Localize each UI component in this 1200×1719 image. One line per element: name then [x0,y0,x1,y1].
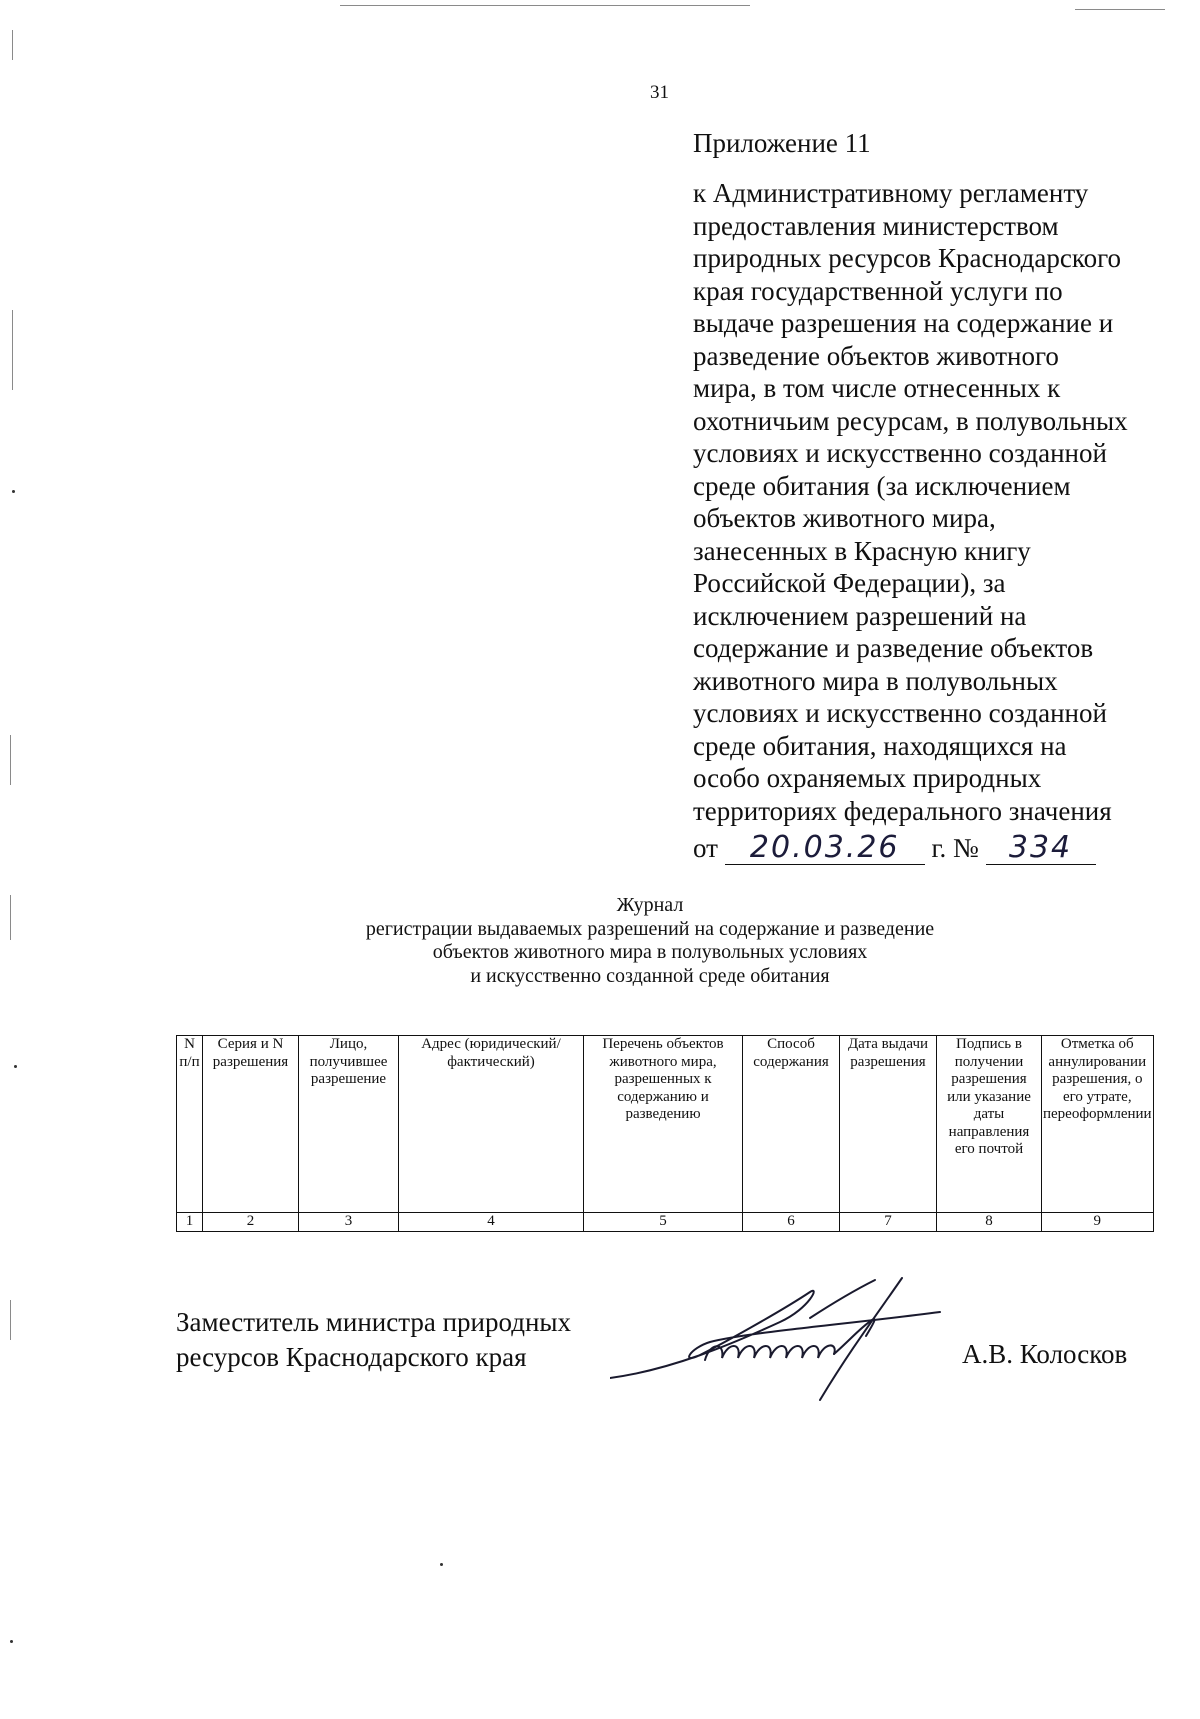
appendix-title: Приложение 11 [693,128,871,158]
column-number-cell: 2 [203,1213,299,1232]
appendix-line: предоставления министерством [693,210,1059,241]
document-reference [693,832,1096,865]
column-number-cell: 3 [299,1213,399,1232]
header-cell-address: Адрес (юридический/ фактический) [399,1036,584,1213]
appendix-line: особо охраняемых природных [693,763,1042,793]
appendix-line: края государственной услуги по [693,275,1063,306]
appendix-body [693,177,1173,827]
header-cell-annulment: Отметка об аннулировании разрешения, о его утрате, переоформлении [1042,1036,1154,1213]
appendix-line: охотничьим ресурсам, в полувольных [693,405,1128,436]
handwritten-number: 334 [986,832,1096,865]
signer-position [176,1305,571,1375]
appendix-line: животного мира в полувольных [693,665,1058,696]
ref-number-label: г. № [931,833,979,863]
signer-position-line: ресурсов Краснодарского края [176,1342,527,1372]
appendix-line: содержание и разведение объектов [693,633,1094,663]
appendix-line: исключением разрешений на [693,600,1027,631]
appendix-line: условиях и искусственно созданной [693,698,1107,728]
column-number-cell: 1 [177,1213,203,1232]
appendix-line: среде обитания, находящихся на [693,730,1067,761]
appendix-line: объектов животного мира, [693,503,996,533]
signer-name: А.В. Колосков [962,1339,1128,1369]
column-number-cell: 9 [1042,1213,1154,1232]
appendix-line: к Административному регламенту [693,178,1089,208]
table-header-row [177,1036,1154,1213]
header-cell-series: Серия и N разрешения [203,1036,299,1213]
appendix-line: условиях и искусственно созданной [693,438,1107,468]
handwritten-date: 20.03.26 [725,832,925,865]
appendix-line: выдаче разрешения на содержание и [693,308,1114,338]
appendix-line: природных ресурсов Краснодарского [693,243,1121,273]
appendix-block [693,128,1173,827]
journal-subtitle-line: регистрации выдаваемых разрешений на содержание и разведение [365,917,935,940]
header-cell-recipient: Лицо, получившее разрешение [299,1036,399,1213]
appendix-line: мира, в том числе отнесенных к [693,373,1061,403]
table-row [177,1213,1154,1232]
appendix-line: Российской Федерации), за [693,568,1006,598]
header-cell-objects: Перечень объектов животного мира, разрешенных к содержанию и разведению [584,1036,743,1213]
column-number-cell: 4 [399,1213,584,1232]
header-cell-method: Способ содержания [743,1036,840,1213]
column-number-cell: 7 [840,1213,937,1232]
ref-from-label: от [693,833,718,863]
header-cell-number: N п/п [177,1036,203,1213]
page-number: 31 [650,82,669,103]
journal-subtitle-line: объектов животного мира в полувольных условиях [432,941,868,963]
appendix-line: занесенных в Красную книгу [693,535,1031,566]
appendix-line: территориях федерального значения [693,795,1112,826]
column-number-cell: 6 [743,1213,840,1232]
header-cell-signature: Подпись в получении разрешения или указание даты направления его почтой [937,1036,1042,1213]
registration-table [176,1035,1154,1232]
column-number-cell: 8 [937,1213,1042,1232]
signer-position-line: Заместитель министра природных [176,1307,572,1337]
column-number-cell: 5 [584,1213,743,1232]
journal-heading [240,894,1060,988]
handwritten-signature [610,1250,970,1410]
appendix-line: среде обитания (за исключением [693,470,1071,501]
journal-subtitle-line: и искусственно созданной среде обитания [470,964,830,987]
journal-title: Журнал [616,894,684,916]
appendix-line: разведение объектов животного [693,340,1059,371]
header-cell-date: Дата выдачи разрешения [840,1036,937,1213]
